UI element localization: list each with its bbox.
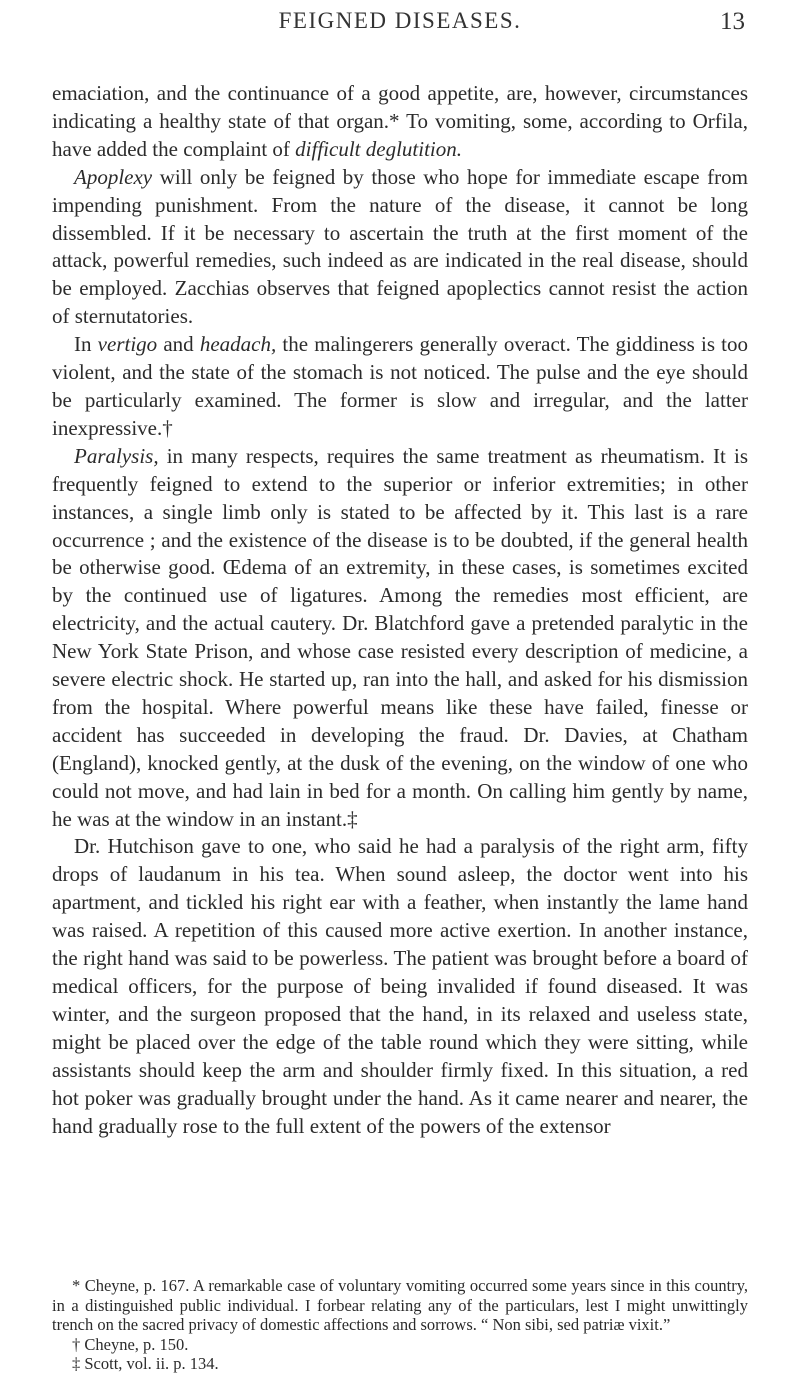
footnotes <box>52 1276 748 1374</box>
italic-term: Paralysis, <box>74 443 159 468</box>
paragraph-text: the malingerers generally overact. The giddiness is too violent, and the state of the stomach is not noticed. The pulse and the eye should be particularly examined. The former is slow and irregular, and the latter inexpressive.† <box>52 332 748 440</box>
paragraph-paralysis <box>52 443 748 834</box>
paragraph-emaciation <box>52 80 748 164</box>
paragraph-vertigo <box>52 331 748 443</box>
italic-term: vertigo <box>97 332 158 357</box>
italic-term: Apoplexy <box>74 164 153 189</box>
page-number: 13 <box>720 8 745 35</box>
paragraph-apoplexy <box>52 164 748 331</box>
paragraph-text: in many respects, requires the same treatment as rheumatism. It is frequently feigned to extend to the superior or inferior extremities; in other instances, a single limb only is stated to be affected by it. This last is a rare occurrence ; and the existence of the disease is to be doubted, if the general health be otherwise good. Œdema of an extremity, in these cases, is sometimes excited by the continued use of ligatures. Among the remedies most efficient, are electricity, and the actual cautery. Dr. Blatchford gave a pretended paralytic in the New York State Prison, and whose case resisted every description of medicine, a severe electric shock. He started up, ran into the hall, and asked for his dismission from the hospital. Where powerful means like these have failed, finesse or accident has succeeded in developing the fraud. Dr. Davies, at Chatham (England), knocked gently, at the dusk of the evening, on the window of one who could not move, and had lain in bed for a month. On calling him gently by name, he was at the window in an instant.‡ <box>52 443 748 831</box>
paragraph-hutchison: Dr. Hutchison gave to one, who said he had a paralysis of the right arm, fifty drops of laudanum in his tea. When sound asleep, the doctor went into his apartment, and tickled his right ear with a feather, when instantly the lame hand was raised. A repetition of this caused more active exertion. In another instance, the right hand was said to be powerless. The patient was brought before a board of medical officers, for the purpose of being invalided if found diseased. It was winter, and the surgeon proposed that the hand, in its relaxed and useless state, might be placed over the edge of the table round which they were sitting, while assistants should keep the arm and shoulder firmly fixed. In this situation, a red hot poker was gradually brought under the hand. As it came nearer and nearer, the hand gradually rose to the full extent of the powers of the extensor <box>52 834 748 1138</box>
paragraph-text: will only be feigned by those who hope for immediate escape from impending punishment. From the nature of the disease, it cannot be long dissembled. If it be necessary to ascertain the truth at the first moment of the attack, powerful remedies, such indeed as are indicated in the real disease, should be employed. Zacchias observes that feigned apoplectics cannot resist the action of sternutatories. <box>52 164 748 329</box>
footnote-3: ‡ Scott, vol. ii. p. 134. <box>72 1354 219 1373</box>
paragraph-text: and <box>157 332 200 357</box>
paragraph-text: In <box>74 332 98 357</box>
body-text <box>52 80 748 1140</box>
paragraph-text: emaciation, and the continuance of a good appetite, are, however, circumstances indicating a healthy state of that organ.* To vomiting, some, according to Orfila, have added the complaint of <box>52 81 748 161</box>
running-head: FEIGNED DISEASES. <box>278 8 522 33</box>
italic-term: headach, <box>199 332 277 357</box>
footnote-2: † Cheyne, p. 150. <box>72 1334 189 1354</box>
page-header <box>0 8 800 42</box>
footnote-1: * Cheyne, p. 167. A remarkable case of voluntary vomiting occurred some years since in this country, in a distinguished public individual. I forbear relating any of the particulars, lest I might unwittingly trench on the sacred privacy of domestic affections and sorrows. “ Non sibi, sed patriæ vixit.” <box>52 1276 748 1334</box>
italic-term: difficult deglutition. <box>295 136 462 161</box>
